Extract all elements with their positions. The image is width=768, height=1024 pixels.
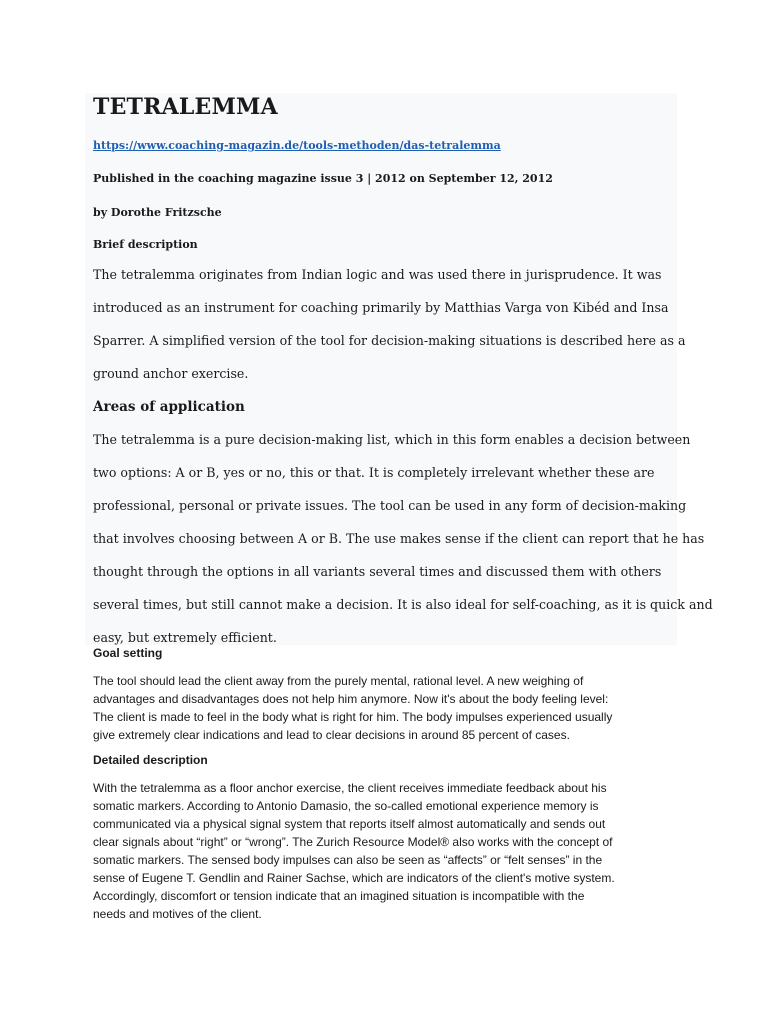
intro-paragraph [93,266,686,398]
paragraph-line: The tool should lead the client away from the purely mental, rational level. A new weighing of [93,674,584,688]
paragraph-line: somatic markers. The sensed body impulses can also be seen as “affects” or “felt senses” in the [93,853,603,867]
paragraph-line: that involves choosing between A or B. The use makes sense if the client can report that he has [93,531,705,546]
paragraph-line: communicated via a physical signal system that reports itself almost automatically and sends out [93,817,606,831]
paragraph-line: two options: A or B, yes or no, this or that. It is completely irrelevant whether these are [93,465,655,480]
paragraph-line: The client is made to feel in the body what is right for him. The body impulses experienced usually [93,710,613,724]
paragraph-line: give extremely clear indications and lead to clear decisions in around 85 percent of cases. [93,728,570,742]
paragraph-line: The tetralemma is a pure decision-making list, which in this form enables a decision between [93,432,691,447]
paragraph-line: easy, but extremely efficient. [93,630,277,645]
detailed-description-paragraph [93,779,673,923]
paragraph-line: several times, but still cannot make a decision. It is also ideal for self-coaching, as it is quick and [93,597,713,612]
brief-description-heading: Brief description [93,238,198,251]
paragraph-line: introduced as an instrument for coaching primarily by Matthias Varga von Kibéd and Insa [93,300,669,315]
source-link[interactable]: https://www.coaching-magazin.de/tools-methoden/das-tetralemma [93,139,501,152]
paragraph-line: Sparrer. A simplified version of the tool for decision-making situations is described here as a [93,333,686,348]
document-title: TETRALEMMA [93,94,278,120]
paragraph-line: needs and motives of the client. [93,907,262,921]
paragraph-line: advantages and disadvantages does not help him anymore. Now it's about the body feeling level: [93,692,609,706]
paragraph-line: somatic markers. According to Antonio Damasio, the so-called emotional experience memory is [93,799,599,813]
paragraph-line: Accordingly, discomfort or tension indicate that an imagined situation is incompatible with the [93,889,585,903]
author-line: by Dorothe Fritzsche [93,206,222,219]
paragraph-line: clear signals about “right” or “wrong”. The Zurich Resource Model® also works with the concept of [93,835,613,849]
goal-setting-paragraph [93,672,673,744]
areas-of-application-heading: Areas of application [93,399,245,415]
detailed-description-heading: Detailed description [93,753,208,767]
publication-info: Published in the coaching magazine issue 3 | 2012 on September 12, 2012 [93,172,553,185]
paragraph-line: The tetralemma originates from Indian logic and was used there in jurisprudence. It was [93,267,662,282]
paragraph-line: With the tetralemma as a floor anchor exercise, the client receives immediate feedback about his [93,781,607,795]
paragraph-line: ground anchor exercise. [93,366,249,381]
paragraph-line: thought through the options in all variants several times and discussed them with others [93,564,662,579]
paragraph-line: sense of Eugene T. Gendlin and Rainer Sachse, which are indicators of the client's motive system. [93,871,615,885]
paragraph-line: professional, personal or private issues. The tool can be used in any form of decision-making [93,498,687,513]
goal-setting-heading: Goal setting [93,646,163,660]
areas-paragraph [93,431,713,662]
